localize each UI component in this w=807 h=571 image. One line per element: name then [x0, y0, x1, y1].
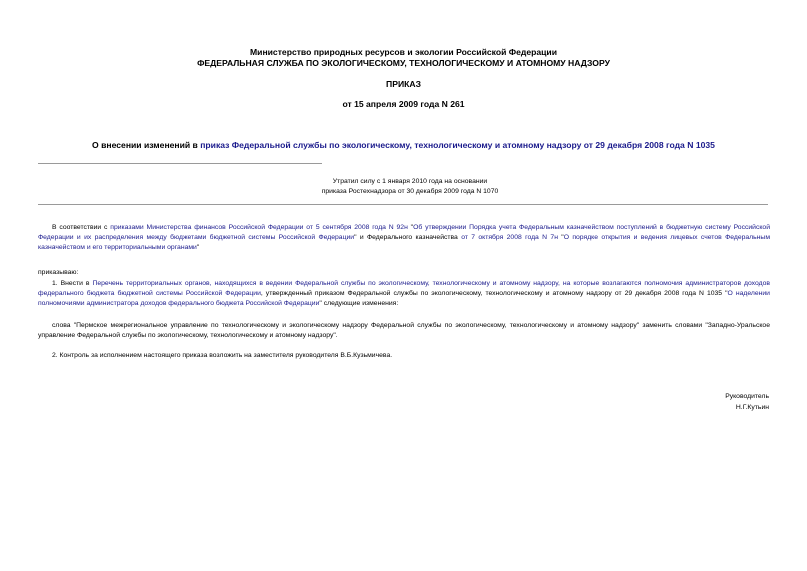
expired-note-line-1: Утратил силу с 1 января 2010 года на основании: [332, 178, 488, 185]
ministry-name: Министерство природных ресурсов и экологии Российской Федерации: [250, 47, 557, 57]
item-1-text-1: 1. Внести в: [52, 280, 93, 287]
expired-note-line-2: приказа Ростехнадзора от 30 декабря 2009 года N 1070: [321, 188, 499, 195]
signature-position: Руководитель: [725, 393, 769, 400]
administrator-powers-link[interactable]: О наделении полномочиями администратора доходов федерального бюджета Российской Федерации: [38, 290, 770, 308]
preamble-paragraph: [38, 223, 770, 254]
preamble-text-1: В соответствии с: [52, 224, 111, 231]
item-1-paragraph: [38, 279, 770, 310]
order-label: ПРИКАЗ: [386, 79, 421, 89]
order-date: от 15 апреля 2009 года N 261: [342, 99, 465, 109]
territorial-bodies-list-link[interactable]: Перечень территориальных органов, находящихся в ведении Федеральной службы по экологическому, технологическому и атомному надзору, на которые возлагаются полномочия администраторов доходов федерального бюджета бюджетной системы Российской Федерации: [38, 280, 770, 298]
preamble-text-5: ": [196, 244, 200, 252]
accounts-procedure-link[interactable]: О порядке открытия и ведения лицевых счетов Федеральным казначейством и его территориальными органами: [38, 234, 770, 252]
orders-word: приказываю:: [38, 269, 79, 276]
preamble-text-4: ": [557, 234, 564, 242]
item-1-text-2: , утвержденный приказом Федеральной службы по экологическому, технологическому и атомному надзору от 29 декабря 2008 года N 1035 ": [260, 290, 728, 298]
accounting-procedure-link[interactable]: Об утверждении Порядка учета Федеральным казначейством поступлений в бюджетную систему Российской Федерации и их распределения между бюджетами бюджетной системы Российской Федерации: [38, 224, 770, 242]
divider-short: [38, 163, 322, 164]
signature-name: Н.Г.Кутьин: [735, 404, 769, 411]
divider-long: [38, 204, 768, 205]
item-1-text-3: " следующие изменения:: [319, 300, 399, 308]
treasury-order-link[interactable]: от 7 октября 2008 года N 7н: [461, 234, 558, 242]
preamble-text-3: " и Федерального казначейства: [354, 234, 462, 242]
preamble-text-2: ": [407, 224, 414, 231]
replacement-words-paragraph: слова "Пермское межрегиональное управление по технологическому и экологическому надзору Федеральной службы по экологическому, технологическому и атомному надзору" заменить словами "Западно-Уральское управление Федеральной службы по экологическому, технологическому и атомному надзору".: [38, 322, 770, 340]
title-prefix: О внесении изменений в: [92, 140, 201, 150]
item-2-paragraph: 2. Контроль за исполнением настоящего приказа возложить на заместителя руководителя В.Б.Кузьмичева.: [52, 352, 393, 359]
document-title: [0, 140, 807, 151]
service-name: ФЕДЕРАЛЬНАЯ СЛУЖБА ПО ЭКОЛОГИЧЕСКОМУ, ТЕХНОЛОГИЧЕСКОМУ И АТОМНОМУ НАДЗОРУ: [197, 58, 610, 68]
minfin-order-link[interactable]: приказами Министерства финансов Российской Федерации от 5 сентября 2008 года N 92н: [110, 224, 408, 231]
title-order-link[interactable]: приказ Федеральной службы по экологическому, технологическому и атомному надзору от 29 декабря 2008 года N 1035: [200, 140, 715, 150]
